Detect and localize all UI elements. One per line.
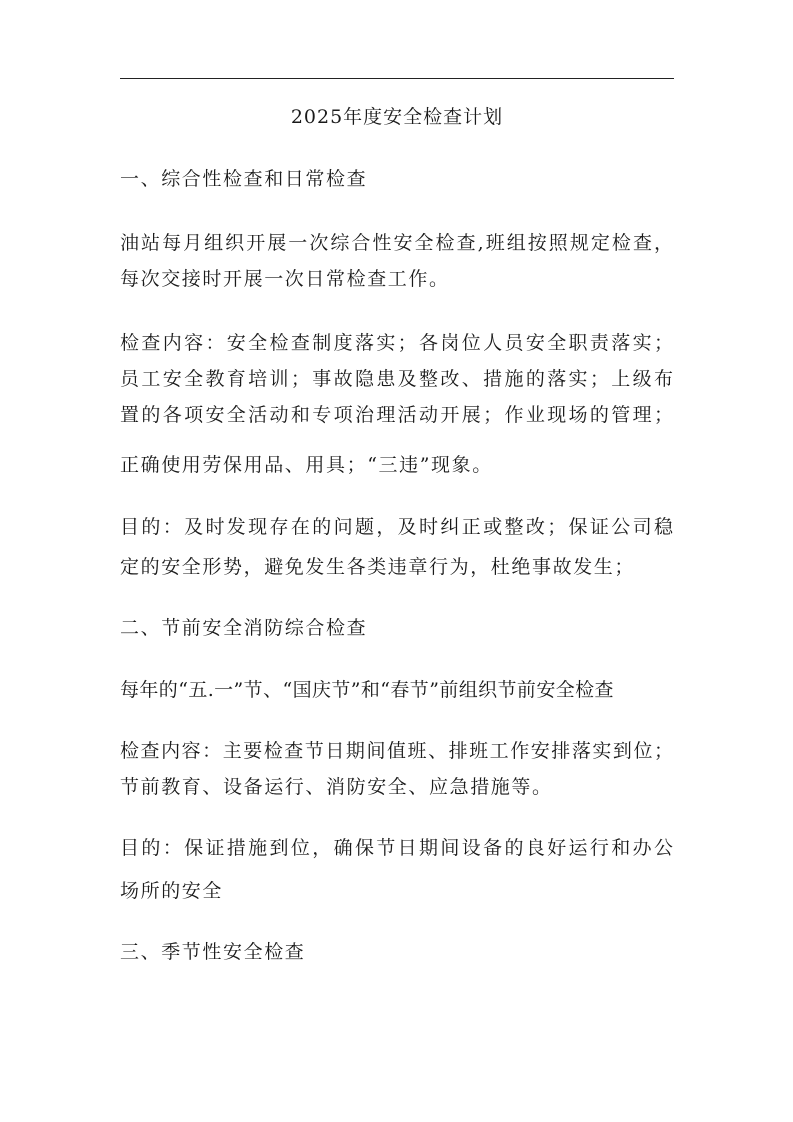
paragraph-line: 场所的安全 xyxy=(120,880,224,902)
section-heading-1: 一、综合性检查和日常检查 xyxy=(120,168,368,190)
paragraph-line: 正确使用劳保用品、用具；“三违”现象。 xyxy=(120,454,493,476)
paragraph-line: 目的：保证措施到位，确保节日期间设备的良好运行和办公 xyxy=(120,837,673,859)
paragraph-line: 定的安全形势，避免发生各类违章行为，杜绝事故发生； xyxy=(120,556,636,578)
paragraph-line: 员工安全教育培训；事故隐患及整改、措施的落实；上级布 xyxy=(120,368,673,390)
section-heading-3: 三、季节性安全检查 xyxy=(120,941,306,963)
paragraph-line: 检查内容：安全检查制度落实；各岗位人员安全职责落实； xyxy=(120,332,673,354)
paragraph-line: 置的各项安全活动和专项治理活动开展；作业现场的管理； xyxy=(120,404,673,426)
paragraph-line: 每次交接时开展一次日常检查工作。 xyxy=(120,268,450,290)
document-title: 2025年度安全检查计划 xyxy=(290,106,504,128)
header-rule xyxy=(120,78,674,79)
paragraph-line: 每年的“五.一”节、“国庆节”和“春节”前组织节前安全检查 xyxy=(120,679,614,701)
paragraph-line: 油站每月组织开展一次综合性安全检查,班组按照规定检查， xyxy=(120,232,673,254)
paragraph-line: 目的：及时发现存在的问题，及时纠正或整改；保证公司稳 xyxy=(120,516,673,538)
paragraph-line: 检查内容：主要检查节日期间值班、排班工作安排落实到位； xyxy=(120,740,673,762)
paragraph-line: 节前教育、设备运行、消防安全、应急措施等。 xyxy=(120,776,553,798)
section-heading-2: 二、节前安全消防综合检查 xyxy=(120,617,368,639)
